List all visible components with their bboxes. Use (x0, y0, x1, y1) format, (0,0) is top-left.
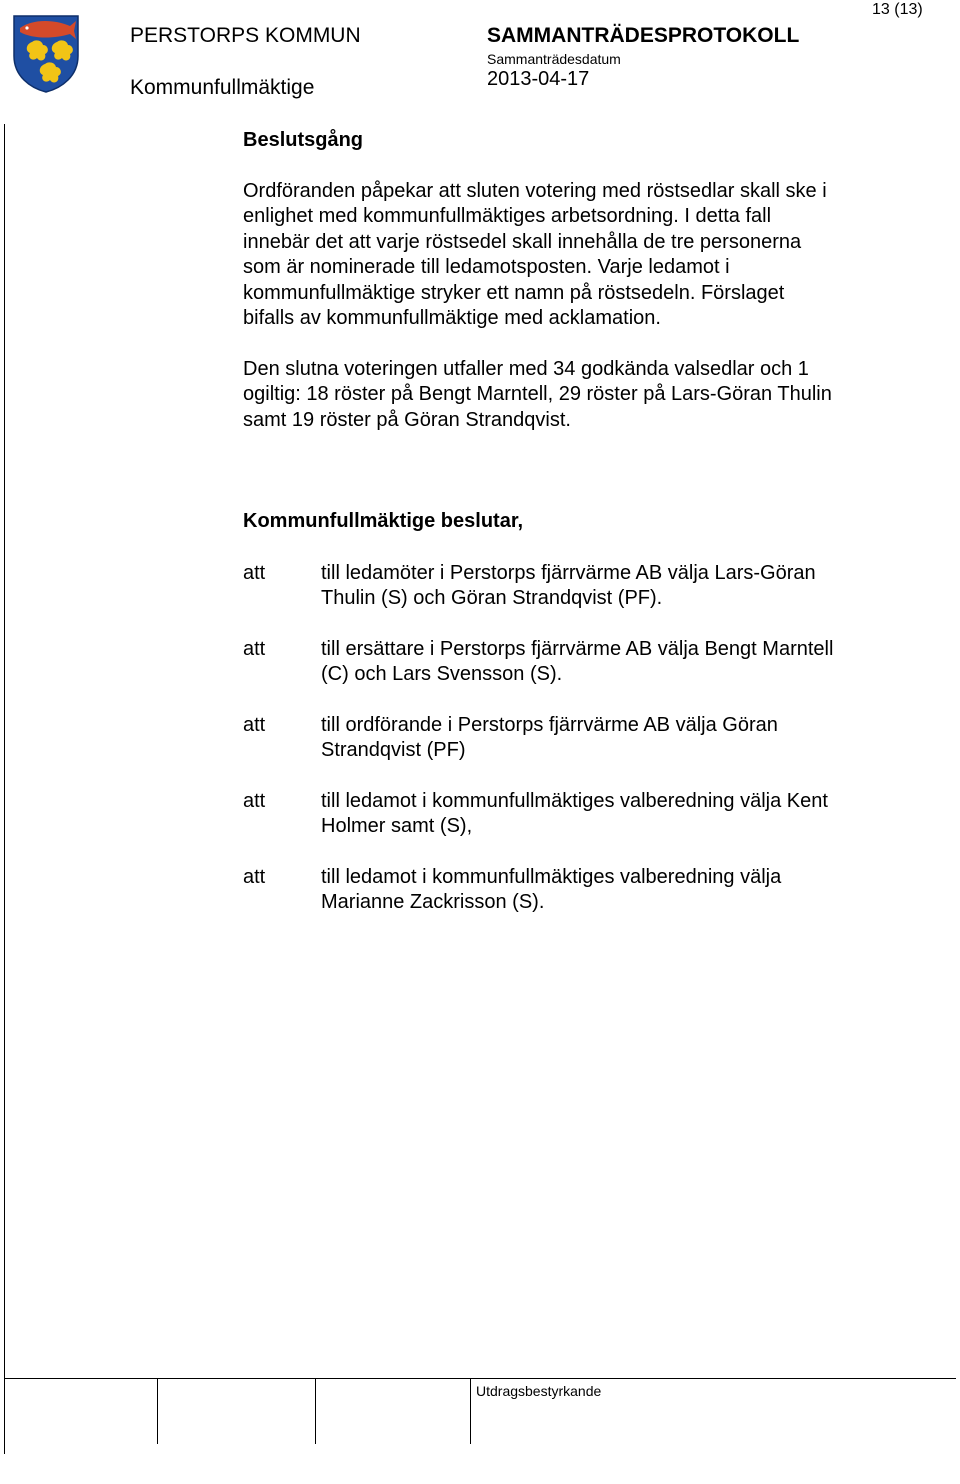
text-line: som är nominerade till ledamotsposten. Varje ledamot i (243, 256, 730, 278)
document-type: SAMMANTRÄDESPROTOKOLL (487, 24, 800, 47)
text-line: samt 19 röster på Göran Strandqvist. (243, 408, 571, 431)
decision-item (243, 789, 943, 840)
signature-box-line-1 (157, 1378, 158, 1444)
text-line: ogiltig: 18 röster på Bengt Marntell, 29 röster på Lars-Göran Thulin (243, 383, 832, 405)
decision-text (321, 789, 943, 840)
text-line: enlighet med kommunfullmäktiges arbetsordning. I detta fall (243, 205, 772, 227)
text-line: till ordförande i Perstorps fjärrvärme AB välja Göran (321, 713, 778, 736)
text-line: Ordföranden påpekar att sluten votering med röstsedlar skall ske i (243, 179, 827, 202)
decision-list (243, 561, 943, 916)
section-heading: Beslutsgång (243, 129, 364, 151)
decision-marker: att (243, 561, 266, 584)
text-line: Holmer samt (S), (321, 815, 473, 837)
text-line: kommunfullmäktige stryker ett namn på röstsedeln. Förslaget (243, 281, 785, 304)
text-line: Den slutna voteringen utfaller med 34 godkända valsedlar och 1 (243, 357, 809, 380)
signature-box-line-3 (470, 1378, 471, 1444)
date-value: 2013-04-17 (487, 68, 590, 90)
text-line: Thulin (S) och Göran Strandqvist (PF). (321, 587, 663, 609)
decision-marker: att (243, 637, 266, 660)
paragraph-vote-result (243, 357, 943, 434)
main-content (243, 128, 943, 941)
decision-item (243, 637, 943, 688)
text-line: Marianne Zackrisson (S). (321, 891, 545, 913)
text-line: till ledamöter i Perstorps fjärrvärme AB välja Lars-Göran (321, 561, 816, 584)
decision-item (243, 713, 943, 764)
date-label: Sammanträdesdatum (487, 51, 621, 67)
decision-marker: att (243, 865, 266, 888)
decision-text (321, 637, 943, 688)
body-name: Kommunfullmäktige (130, 76, 315, 99)
decision-marker: att (243, 789, 266, 812)
left-margin-line (4, 124, 5, 1454)
text-line: till ledamot i kommunfullmäktiges valberedning välja (321, 865, 782, 888)
text-line: innebär det att varje röstsedel skall innehålla de tre personerna (243, 230, 802, 253)
page-number: 13 (13) (872, 1, 923, 18)
text-line: bifalls av kommunfullmäktige med acklamation. (243, 307, 661, 329)
attestation-label: Utdragsbestyrkande (476, 1383, 602, 1399)
text-line: (C) och Lars Svensson (S). (321, 663, 563, 685)
decision-item (243, 865, 943, 916)
decision-heading: Kommunfullmäktige beslutar, (243, 510, 524, 532)
signature-box-line-2 (315, 1378, 316, 1444)
decision-text (321, 561, 943, 612)
organization-name: PERSTORPS KOMMUN (130, 24, 361, 47)
text-line: Strandqvist (PF) (321, 739, 466, 761)
decision-marker: att (243, 713, 266, 736)
decision-text (321, 713, 943, 764)
decision-text (321, 865, 943, 916)
footer-divider (4, 1378, 956, 1379)
text-line: till ersättare i Perstorps fjärrvärme AB välja Bengt Marntell (321, 637, 834, 660)
coat-of-arms-icon (10, 12, 82, 94)
decision-item (243, 561, 943, 612)
paragraph-voting-procedure (243, 179, 943, 332)
text-line: till ledamot i kommunfullmäktiges valberedning välja Kent (321, 789, 828, 812)
